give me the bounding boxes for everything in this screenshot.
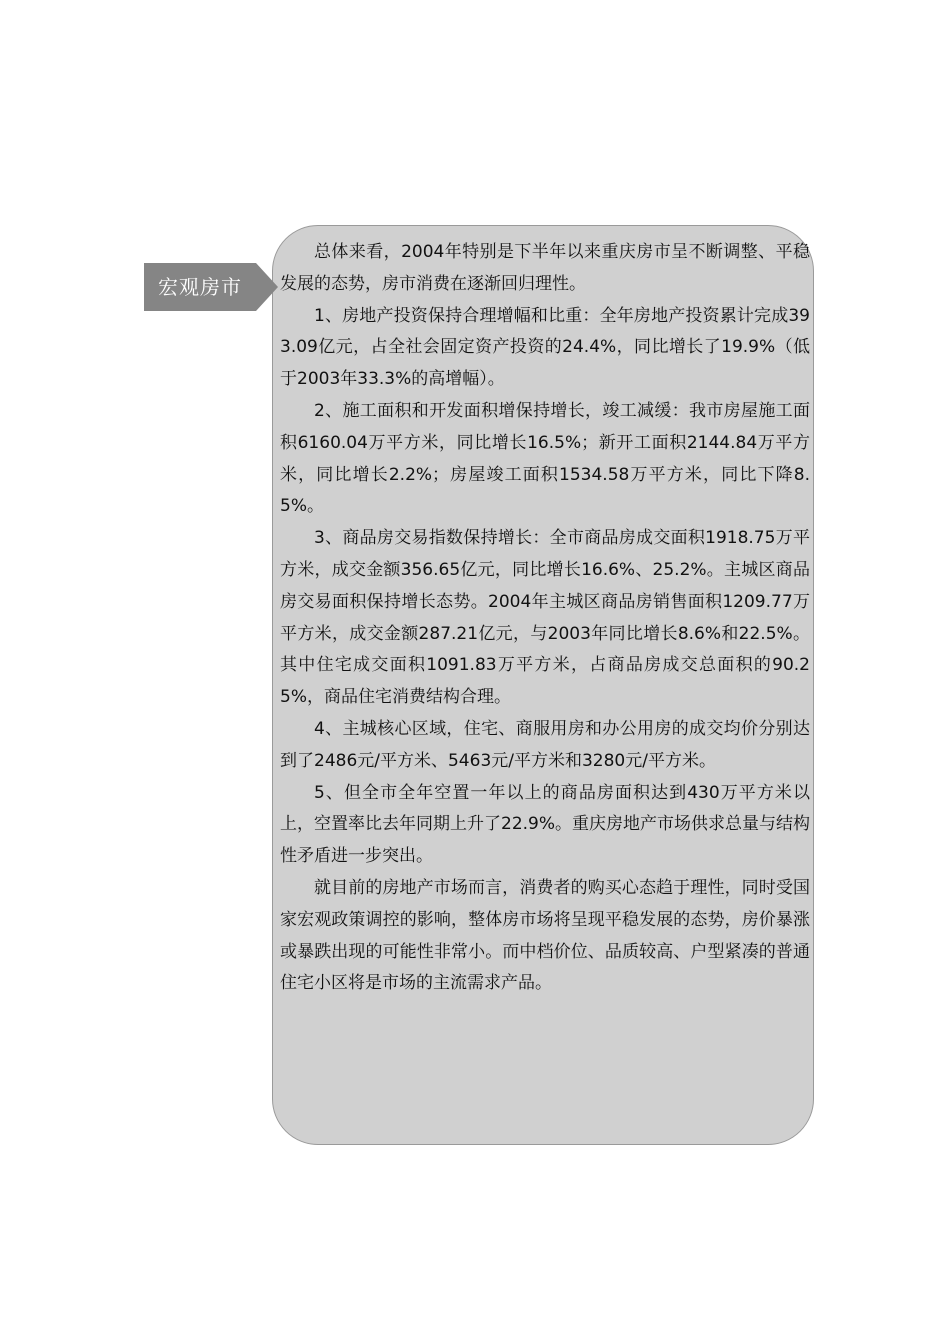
paragraph-summary: 总体来看，2004年特别是下半年以来重庆房市呈不断调整、平稳发展的态势，房市消费在逐渐回归理性。 — [280, 242, 810, 294]
section-tag-arrow — [256, 263, 278, 311]
paragraph-transactions: 3、商品房交易指数保持增长：全市商品房成交面积1918.75万平方米，成交金额356.65亿元，同比增长16.6%、25.2%。主城区商品房交易面积保持增长态势。2004年主城区商品房销售面积1209.77万平方米，成交金额287.21亿元，与2003年同比增长8.6%和22.5%。其中住宅成交面积1091.83万平方米，占商品房成交总面积的90.25%，商品住宅消费结构合理。 — [280, 528, 810, 708]
paragraph-construction: 2、施工面积和开发面积增保持增长，竣工减缓：我市房屋施工面积6160.04万平方米，同比增长16.5%；新开工面积2144.84万平方米，同比增长2.2%；房屋竣工面积1534.58万平方米，同比下降8.5%。 — [280, 400, 810, 517]
paragraph-outlook: 就目前的房地产市场而言，消费者的购买心态趋于理性，同时受国家宏观政策调控的影响，整体房市场将呈现平稳发展的态势，房价暴涨或暴跌出现的可能性非常小。而中档价位、品质较高、户型紧凑的普通住宅小区将是市场的主流需求产品。 — [280, 877, 810, 994]
paragraph-vacancy: 5、但全市全年空置一年以上的商品房面积达到430万平方米以上，空置率比去年同期上升了22.9%。重庆房地产市场供求总量与结构性矛盾进一步突出。 — [280, 782, 811, 867]
section-tag: 宏观房市 — [144, 263, 256, 311]
paragraph-investment: 1、房地产投资保持合理增幅和比重：全年房地产投资累计完成393.09亿元，占全社会固定资产投资的24.4%，同比增长了19.9%（低于2003年33.3%的高增幅）。 — [280, 305, 810, 390]
paragraph-prices: 4、主城核心区域，住宅、商服用房和办公用房的成交均价分别达到了2486元/平方米、5463元/平方米和3280元/平方米。 — [280, 718, 810, 771]
article-body — [280, 237, 810, 1000]
